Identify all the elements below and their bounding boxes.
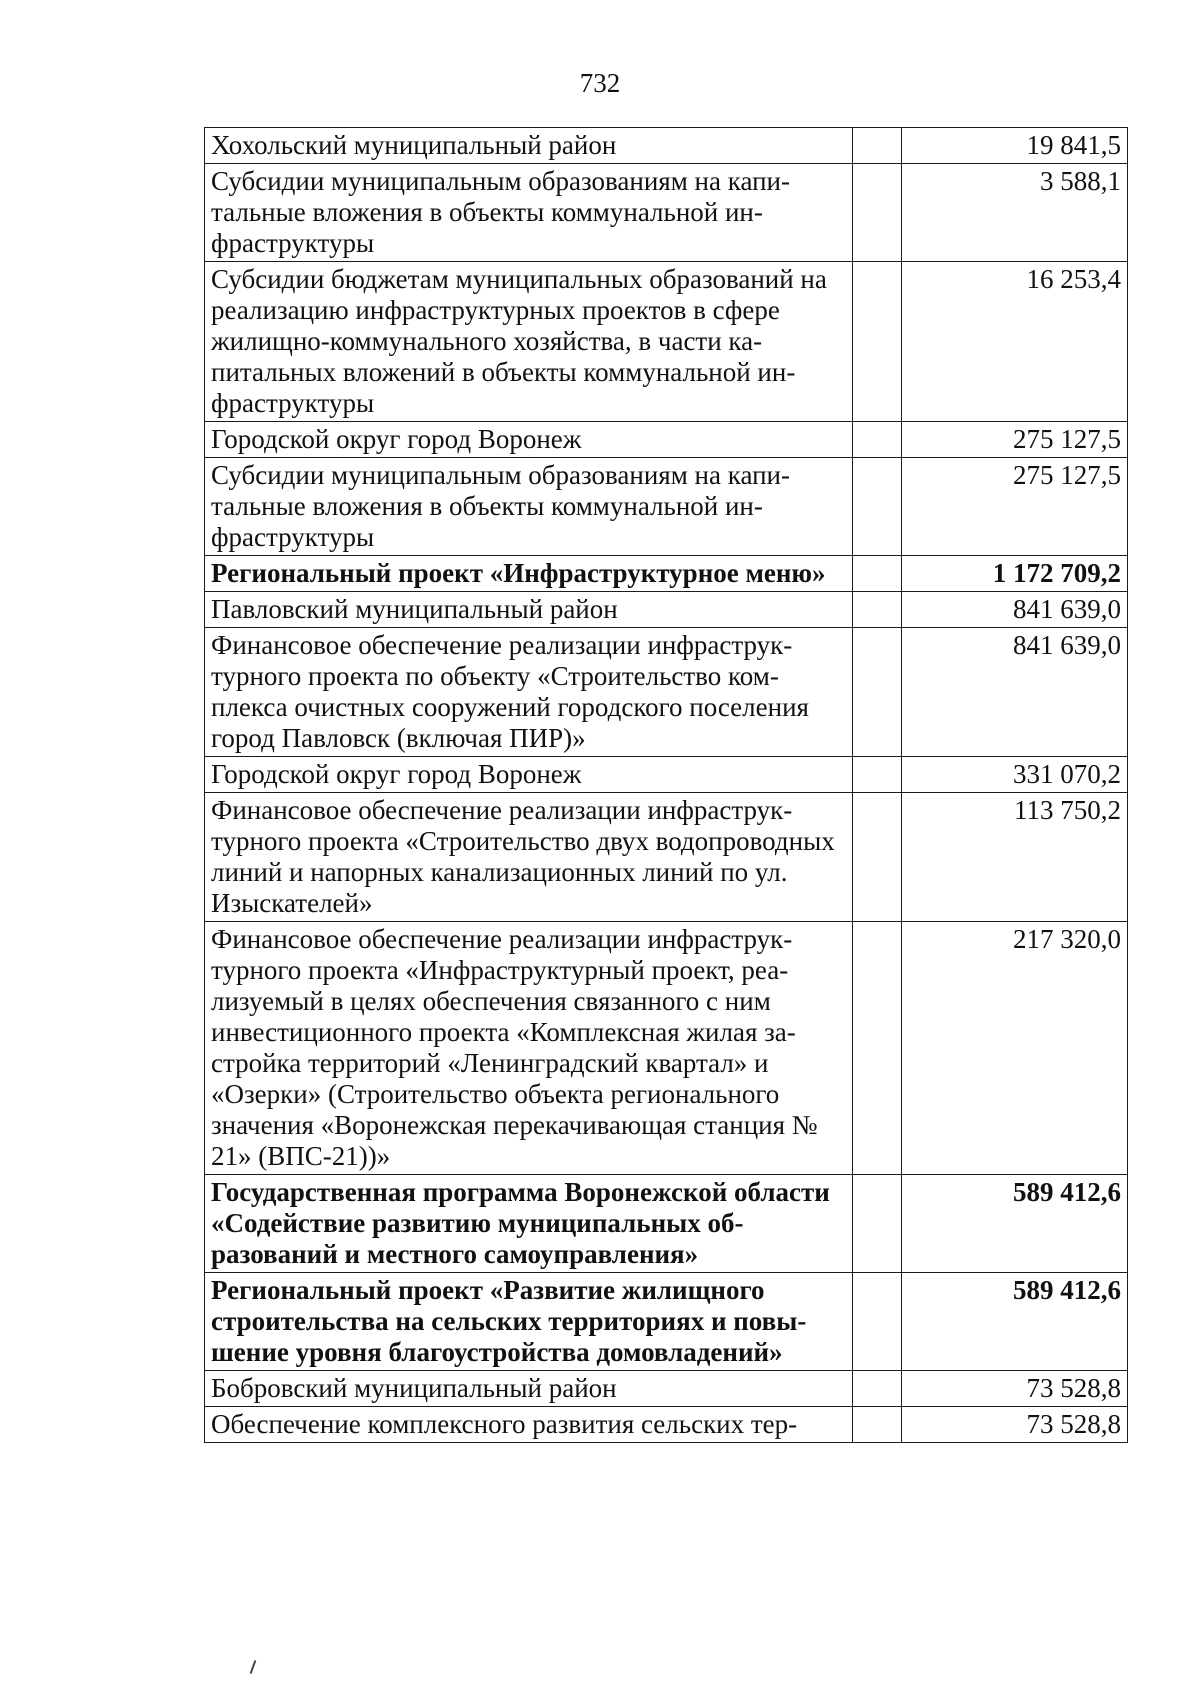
row-code-cell: [852, 458, 901, 556]
row-name-cell: Финансовое обеспечение реализации инфраструктурного проекта «Строительство двух водопроводных линий и напорных канализационных линий по ул. Изыскателей»: [205, 793, 853, 922]
table-row: [205, 1407, 1128, 1443]
row-name-cell: Финансовое обеспечение реализации инфраструктурного проекта по объекту «Строительство комплекса очистных сооружений городского поселения город Павловск (включая ПИР)»: [205, 628, 853, 757]
row-code-cell: [852, 1407, 901, 1443]
row-name-cell: Субсидии муниципальным образованиям на капитальные вложения в объекты коммунальной инфраструктуры: [205, 164, 853, 262]
table-row: [205, 128, 1128, 164]
row-name-cell: Обеспечение комплексного развития сельских тер-: [205, 1407, 853, 1443]
table-row: [205, 164, 1128, 262]
row-name-cell: Хохольский муниципальный район: [205, 128, 853, 164]
row-code-cell: [852, 592, 901, 628]
row-name-cell: Городской округ город Воронеж: [205, 422, 853, 458]
row-name-cell: Городской округ город Воронеж: [205, 757, 853, 793]
row-code-cell: [852, 757, 901, 793]
table-row: [205, 458, 1128, 556]
row-amount-cell: 331 070,2: [902, 757, 1128, 793]
table-row: [205, 628, 1128, 757]
row-code-cell: [852, 262, 901, 422]
table-row: [205, 793, 1128, 922]
row-amount-cell: 275 127,5: [902, 458, 1128, 556]
table-row: [205, 422, 1128, 458]
row-name-cell: Региональный проект «Инфраструктурное меню»: [205, 556, 853, 592]
row-name-cell: Субсидии бюджетам муниципальных образований на реализацию инфраструктурных проектов в сфере жилищно-коммунального хозяйства, в части капитальных вложений в объекты коммунальной инфраструктуры: [205, 262, 853, 422]
scan-mark: [250, 1660, 257, 1674]
row-code-cell: [852, 1175, 901, 1273]
table-row: [205, 922, 1128, 1175]
row-code-cell: [852, 1273, 901, 1371]
table-row: [205, 1175, 1128, 1273]
table-row: [205, 757, 1128, 793]
row-name-cell: Павловский муниципальный район: [205, 592, 853, 628]
row-amount-cell: 275 127,5: [902, 422, 1128, 458]
row-amount-cell: 589 412,6: [902, 1273, 1128, 1371]
row-code-cell: [852, 128, 901, 164]
table-row: [205, 1371, 1128, 1407]
row-code-cell: [852, 922, 901, 1175]
row-amount-cell: 19 841,5: [902, 128, 1128, 164]
row-code-cell: [852, 422, 901, 458]
row-name-cell: Государственная программа Воронежской области «Содействие развитию муниципальных образований и местного самоуправления»: [205, 1175, 853, 1273]
row-code-cell: [852, 793, 901, 922]
row-name-cell: Субсидии муниципальным образованиям на капитальные вложения в объекты коммунальной инфраструктуры: [205, 458, 853, 556]
budget-table-body: [205, 128, 1128, 1443]
table-row: [205, 592, 1128, 628]
row-code-cell: [852, 164, 901, 262]
table-row: [205, 556, 1128, 592]
row-amount-cell: 3 588,1: [902, 164, 1128, 262]
row-amount-cell: 16 253,4: [902, 262, 1128, 422]
row-amount-cell: 841 639,0: [902, 628, 1128, 757]
row-amount-cell: 217 320,0: [902, 922, 1128, 1175]
row-name-cell: Финансовое обеспечение реализации инфраструктурного проекта «Инфраструктурный проект, реализуемый в целях обеспечения связанного с ним инвестиционного проекта «Комплексная жилая застройка территорий «Ленинградский квартал» и «Озерки» (Строительство объекта регионального значения «Воронежская перекачивающая станция № 21» (ВПС-21))»: [205, 922, 853, 1175]
row-amount-cell: 1 172 709,2: [902, 556, 1128, 592]
table-row: [205, 262, 1128, 422]
table-row: [205, 1273, 1128, 1371]
row-amount-cell: 73 528,8: [902, 1371, 1128, 1407]
row-amount-cell: 589 412,6: [902, 1175, 1128, 1273]
row-amount-cell: 113 750,2: [902, 793, 1128, 922]
row-name-cell: Бобровский муниципальный район: [205, 1371, 853, 1407]
row-amount-cell: 73 528,8: [902, 1407, 1128, 1443]
row-name-cell: Региональный проект «Развитие жилищного строительства на сельских территориях и повышение уровня благоустройства домовладений»: [205, 1273, 853, 1371]
budget-table: [204, 127, 1128, 1443]
row-code-cell: [852, 1371, 901, 1407]
page-number: 732: [579, 68, 621, 98]
row-code-cell: [852, 556, 901, 592]
row-amount-cell: 841 639,0: [902, 592, 1128, 628]
row-code-cell: [852, 628, 901, 757]
